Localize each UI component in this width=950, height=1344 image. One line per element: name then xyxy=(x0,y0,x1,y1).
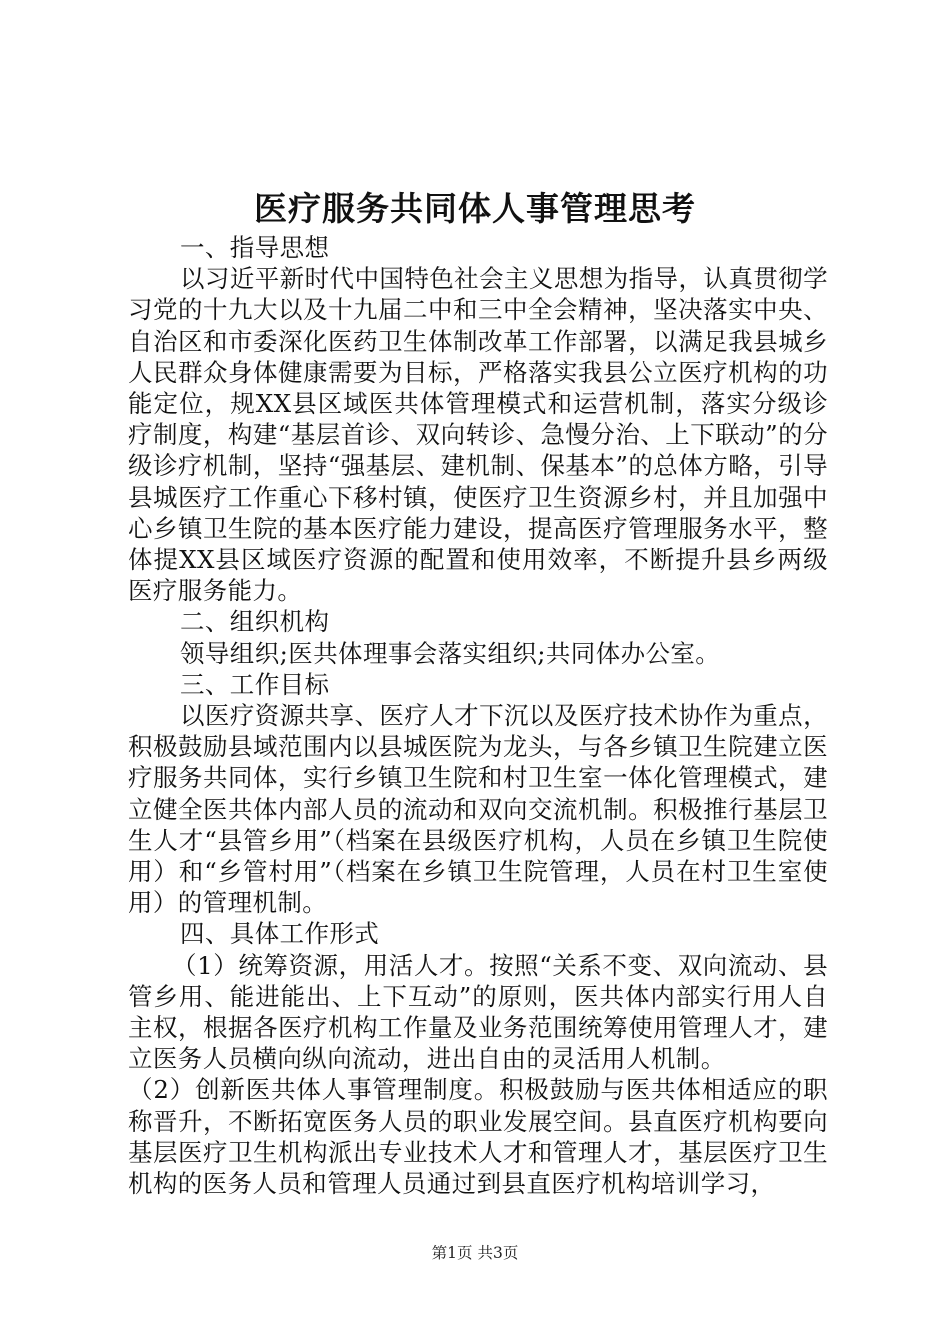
document-title: 医疗服务共同体人事管理思考 xyxy=(254,189,696,228)
section-heading-guiding-ideology: 一、指导思想 xyxy=(180,233,330,262)
document-body xyxy=(128,232,828,1199)
section-heading-organization: 二、组织机构 xyxy=(180,607,330,637)
paragraph-organization: 领导组织;医共体理事会落实组织;共同体办公室。 xyxy=(180,638,721,668)
section-heading-work-forms: 四、具体工作形式 xyxy=(180,919,380,949)
paragraph-work-form-1: （1）统筹资源，用活人才。按照“关系不变、双向流动、县管乡用、能进能出、上下互动”的原则，医共体内部实行用人自主权，根据各医疗机构工作量及业务范围统筹使用管理人才，建立医务人员横向纵向流动，进出自由的灵活用人机制。 xyxy=(128,950,828,1074)
section-heading-work-goals: 三、工作目标 xyxy=(180,669,330,699)
paragraph-guiding-ideology: 以习近平新时代中国特色社会主义思想为指导，认真贯彻学习党的十九大以及十九届二中和三中全会精神，坚决落实中央、自治区和市委深化医药卫生体制改革工作部署，以满足我县城乡人民群众身体健康需要为目标，严格落实我县公立医疗机构的功能定位，规XX县区域医共体管理模式和运营机制，落实分级诊疗制度，构建“基层首诊、双向转诊、急慢分治、上下联动”的分级诊疗机制，坚持“强基层、建机制、保基本”的总体方略，引导县城医疗工作重心下移村镇，使医疗卫生资源乡村，并且加强中心乡镇卫生院的基本医疗能力建设，提高医疗管理服务水平，整体提XX县区域医疗资源的配置和使用效率，不断提升县乡两级医疗服务能力。 xyxy=(128,264,828,606)
page-footer: 第1页 共3页 xyxy=(431,1244,519,1262)
paragraph-work-form-2: （2）创新医共体人事管理制度。积极鼓励与医共体相适应的职称晋升，不断拓宽医务人员的职业发展空间。县直医疗机构要向基层医疗卫生机构派出专业技术人才和管理人才，基层医疗卫生机构的医务人员和管理人员通过到县直医疗机构培训学习， xyxy=(128,1075,828,1199)
paragraph-work-goals: 以医疗资源共享、医疗人才下沉以及医疗技术协作为重点，积极鼓励县域范围内以县城医院为龙头，与各乡镇卫生院建立医疗服务共同体，实行乡镇卫生院和村卫生室一体化管理模式，建立健全医共体内部人员的流动和双向交流机制。积极推行基层卫生人才“县管乡用”（档案在县级医疗机构，人员在乡镇卫生院使用）和“乡管村用”（档案在乡镇卫生院管理，人员在村卫生室使用）的管理机制。 xyxy=(128,701,828,918)
